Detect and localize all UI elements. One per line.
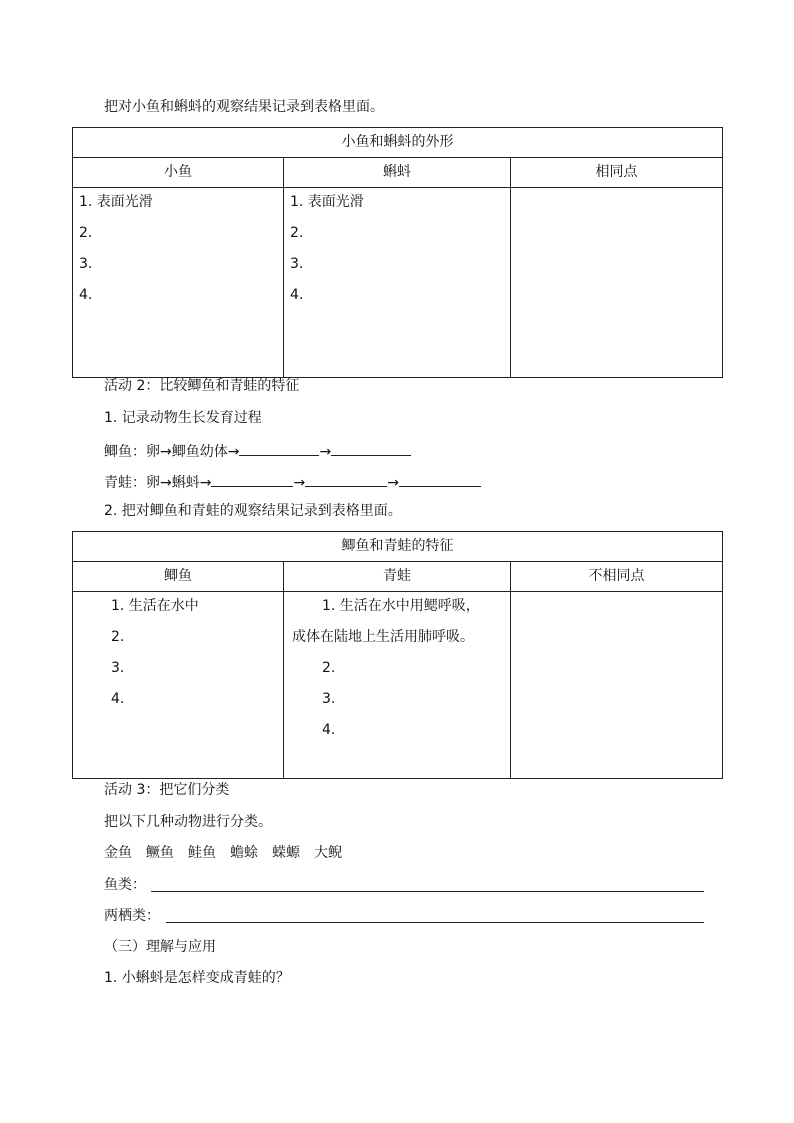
blank-field[interactable] <box>331 439 411 456</box>
list-item: 2. <box>290 225 304 241</box>
table-title: 鲫鱼和青蛙的特征 <box>73 532 723 562</box>
list-item-continued: 成体在陆地上生活用肺呼吸。 <box>292 629 474 645</box>
column-header-common: 相同点 <box>511 158 723 188</box>
activity2-step1: 1. 记录动物生长发育过程 <box>104 410 262 426</box>
blank-field[interactable] <box>211 470 293 487</box>
frog-cell[interactable] <box>284 592 511 779</box>
list-item: 3. <box>322 691 336 707</box>
arrow-icon: → <box>293 475 306 491</box>
arrow-icon: → <box>387 475 399 491</box>
amphibian-category-label: 两栖类： <box>104 908 160 924</box>
list-item: 3. <box>111 660 125 676</box>
list-item: 4. <box>79 287 93 303</box>
fish-cell[interactable] <box>73 188 284 378</box>
fish-category-answer-line[interactable] <box>151 890 704 892</box>
question-1: 1. 小蝌蚪是怎样变成青蛙的？ <box>104 970 290 986</box>
list-item: 2. <box>322 660 336 676</box>
list-item: 1. 生活在水中 <box>111 598 199 614</box>
frog-growth-label: 青蛙：卵→蝌蚪→ <box>104 475 212 491</box>
activity2-step2: 2. 把对鲫鱼和青蛙的观察结果记录到表格里面。 <box>104 503 402 519</box>
list-item: 4. <box>290 287 304 303</box>
list-item: 2. <box>79 225 93 241</box>
tadpole-cell[interactable] <box>284 188 511 378</box>
list-item: 3. <box>290 256 304 272</box>
table-tadpole-fish <box>72 127 723 378</box>
column-header-differences: 不相同点 <box>511 562 723 592</box>
animal-list: 金鱼 鳜鱼 鲑鱼 蟾蜍 蝾螈 大鲵 <box>104 845 342 861</box>
differences-cell[interactable] <box>511 592 723 779</box>
list-item: 1. 表面光滑 <box>290 194 364 210</box>
activity3-instruction: 把以下几种动物进行分类。 <box>104 814 272 830</box>
column-header-fish: 小鱼 <box>73 158 284 188</box>
activity2-title: 活动 2：比较鲫鱼和青蛙的特征 <box>104 378 300 394</box>
column-header-frog: 青蛙 <box>284 562 511 592</box>
amphibian-category-answer-line[interactable] <box>166 921 704 923</box>
blank-field[interactable] <box>239 439 319 456</box>
fish-growth-line <box>104 439 411 462</box>
list-item: 4. <box>111 691 125 707</box>
arrow-icon: → <box>319 444 332 460</box>
table-fish-frog <box>72 531 723 779</box>
common-cell[interactable] <box>511 188 723 378</box>
blank-field[interactable] <box>399 470 481 487</box>
blank-field[interactable] <box>305 470 387 487</box>
frog-growth-line <box>104 470 481 493</box>
activity3-title: 活动 3：把它们分类 <box>104 782 230 798</box>
fish-category-label: 鱼类： <box>104 877 146 893</box>
list-item: 1. 表面光滑 <box>79 194 153 210</box>
table-title: 小鱼和蝌蚪的外形 <box>73 128 723 158</box>
list-item: 3. <box>79 256 93 272</box>
crucian-cell[interactable] <box>73 592 284 779</box>
intro-text: 把对小鱼和蝌蚪的观察结果记录到表格里面。 <box>104 99 384 115</box>
list-item: 4. <box>322 722 336 738</box>
list-item: 1. 生活在水中用鳃呼吸， <box>322 598 480 614</box>
section3-title: （三）理解与应用 <box>104 939 216 955</box>
column-header-tadpole: 蝌蚪 <box>284 158 511 188</box>
fish-growth-label: 鲫鱼：卵→鲫鱼幼体→ <box>104 444 240 460</box>
list-item: 2. <box>111 629 125 645</box>
column-header-crucian: 鲫鱼 <box>73 562 284 592</box>
